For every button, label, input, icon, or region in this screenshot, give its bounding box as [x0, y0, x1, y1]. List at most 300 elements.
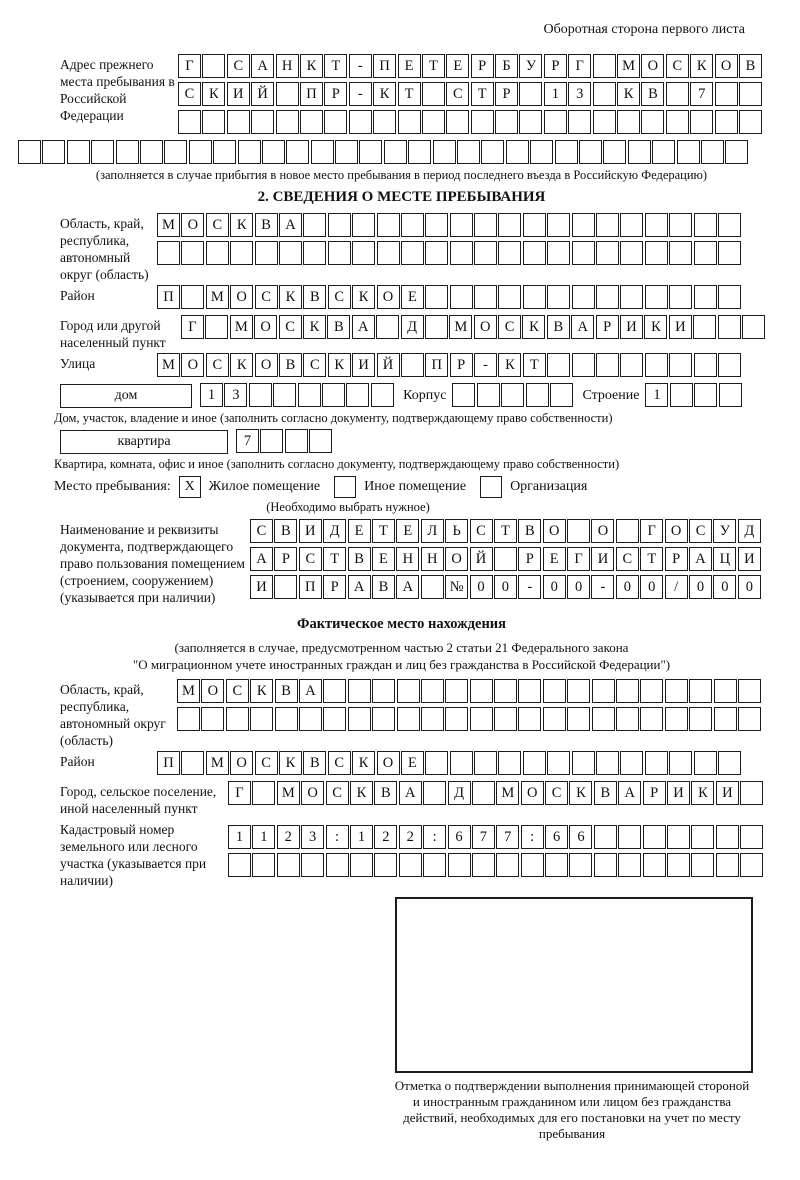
- char-cell[interactable]: [620, 285, 643, 309]
- char-cell[interactable]: [526, 383, 549, 407]
- char-cell[interactable]: В: [518, 519, 541, 543]
- char-cell[interactable]: Й: [470, 547, 493, 571]
- checkbox-organizatsiya[interactable]: [480, 476, 502, 498]
- char-cell[interactable]: [498, 213, 521, 237]
- char-cell[interactable]: [177, 707, 200, 731]
- char-cell[interactable]: [384, 140, 407, 164]
- char-cell[interactable]: 0: [470, 575, 493, 599]
- char-cell[interactable]: О: [181, 213, 204, 237]
- char-cell[interactable]: [596, 213, 619, 237]
- char-cell[interactable]: [408, 140, 431, 164]
- char-cell[interactable]: Г: [178, 54, 201, 78]
- char-cell[interactable]: [425, 751, 448, 775]
- char-cell[interactable]: [594, 825, 617, 849]
- char-cell[interactable]: [718, 213, 741, 237]
- char-cell[interactable]: [346, 383, 369, 407]
- char-cell[interactable]: О: [230, 285, 253, 309]
- char-cell[interactable]: К: [279, 285, 302, 309]
- char-cell[interactable]: М: [177, 679, 200, 703]
- char-cell[interactable]: [691, 825, 714, 849]
- char-cell[interactable]: [567, 707, 590, 731]
- char-cell[interactable]: Р: [665, 547, 688, 571]
- char-cell[interactable]: [481, 140, 504, 164]
- char-cell[interactable]: 3: [224, 383, 247, 407]
- char-cell[interactable]: [474, 213, 497, 237]
- char-cell[interactable]: [286, 140, 309, 164]
- char-cell[interactable]: [715, 82, 738, 106]
- char-cell[interactable]: [718, 353, 741, 377]
- char-cell[interactable]: [666, 82, 689, 106]
- char-cell[interactable]: [397, 679, 420, 703]
- char-cell[interactable]: А: [348, 575, 371, 599]
- char-cell[interactable]: [742, 315, 765, 339]
- char-cell[interactable]: М: [449, 315, 472, 339]
- char-cell[interactable]: [543, 679, 566, 703]
- char-cell[interactable]: [423, 853, 446, 877]
- char-cell[interactable]: [547, 751, 570, 775]
- char-cell[interactable]: Т: [640, 547, 663, 571]
- char-cell[interactable]: [596, 751, 619, 775]
- char-cell[interactable]: К: [617, 82, 640, 106]
- char-cell[interactable]: -: [591, 575, 614, 599]
- char-cell[interactable]: Т: [523, 353, 546, 377]
- char-cell[interactable]: [523, 751, 546, 775]
- char-cell[interactable]: [694, 751, 717, 775]
- char-cell[interactable]: О: [377, 751, 400, 775]
- char-cell[interactable]: [206, 241, 229, 265]
- char-cell[interactable]: [640, 679, 663, 703]
- char-cell[interactable]: [238, 140, 261, 164]
- char-cell[interactable]: [178, 110, 201, 134]
- char-cell[interactable]: [641, 110, 664, 134]
- char-cell[interactable]: А: [618, 781, 641, 805]
- char-cell[interactable]: [550, 383, 573, 407]
- char-cell[interactable]: [544, 110, 567, 134]
- char-cell[interactable]: [276, 82, 299, 106]
- char-cell[interactable]: Е: [348, 519, 371, 543]
- char-cell[interactable]: Г: [568, 54, 591, 78]
- char-cell[interactable]: [572, 241, 595, 265]
- char-cell[interactable]: А: [399, 781, 422, 805]
- char-cell[interactable]: [116, 140, 139, 164]
- char-cell[interactable]: 2: [277, 825, 300, 849]
- char-cell[interactable]: [616, 679, 639, 703]
- char-cell[interactable]: [716, 825, 739, 849]
- char-cell[interactable]: С: [328, 285, 351, 309]
- char-cell[interactable]: [596, 353, 619, 377]
- char-cell[interactable]: О: [377, 285, 400, 309]
- char-cell[interactable]: [352, 213, 375, 237]
- char-cell[interactable]: [398, 110, 421, 134]
- char-cell[interactable]: Е: [446, 54, 469, 78]
- char-cell[interactable]: [495, 110, 518, 134]
- char-cell[interactable]: У: [713, 519, 736, 543]
- char-cell[interactable]: М: [230, 315, 253, 339]
- char-cell[interactable]: И: [250, 575, 273, 599]
- char-cell[interactable]: [547, 213, 570, 237]
- char-cell[interactable]: И: [669, 315, 692, 339]
- char-cell[interactable]: Е: [401, 751, 424, 775]
- char-cell[interactable]: [425, 285, 448, 309]
- char-cell[interactable]: С: [255, 285, 278, 309]
- char-cell[interactable]: В: [303, 285, 326, 309]
- char-cell[interactable]: [618, 825, 641, 849]
- char-cell[interactable]: Д: [401, 315, 424, 339]
- char-cell[interactable]: [701, 140, 724, 164]
- char-cell[interactable]: [422, 82, 445, 106]
- char-cell[interactable]: М: [157, 353, 180, 377]
- checkbox-zhiloe-pomeshchenie[interactable]: X: [179, 476, 201, 498]
- char-cell[interactable]: [523, 213, 546, 237]
- char-cell[interactable]: С: [227, 54, 250, 78]
- char-cell[interactable]: [519, 82, 542, 106]
- char-cell[interactable]: Т: [422, 54, 445, 78]
- char-cell[interactable]: [667, 825, 690, 849]
- char-cell[interactable]: [506, 140, 529, 164]
- char-cell[interactable]: [205, 315, 228, 339]
- char-cell[interactable]: К: [569, 781, 592, 805]
- char-cell[interactable]: С: [250, 519, 273, 543]
- char-cell[interactable]: [397, 707, 420, 731]
- char-cell[interactable]: [592, 707, 615, 731]
- char-cell[interactable]: [689, 707, 712, 731]
- char-cell[interactable]: [669, 213, 692, 237]
- char-cell[interactable]: [740, 825, 763, 849]
- char-cell[interactable]: Б: [495, 54, 518, 78]
- char-cell[interactable]: [618, 853, 641, 877]
- char-cell[interactable]: [189, 140, 212, 164]
- char-cell[interactable]: Д: [738, 519, 761, 543]
- char-cell[interactable]: [518, 679, 541, 703]
- char-cell[interactable]: К: [690, 54, 713, 78]
- char-cell[interactable]: 0: [738, 575, 761, 599]
- char-cell[interactable]: [738, 679, 761, 703]
- char-cell[interactable]: [694, 213, 717, 237]
- char-cell[interactable]: 1: [544, 82, 567, 106]
- char-cell[interactable]: О: [255, 353, 278, 377]
- char-cell[interactable]: [620, 751, 643, 775]
- char-cell[interactable]: [572, 213, 595, 237]
- char-cell[interactable]: М: [617, 54, 640, 78]
- char-cell[interactable]: О: [715, 54, 738, 78]
- char-cell[interactable]: [667, 853, 690, 877]
- char-cell[interactable]: Р: [450, 353, 473, 377]
- char-cell[interactable]: И: [299, 519, 322, 543]
- char-cell[interactable]: [617, 110, 640, 134]
- char-cell[interactable]: Г: [181, 315, 204, 339]
- char-cell[interactable]: [716, 853, 739, 877]
- char-cell[interactable]: [645, 751, 668, 775]
- char-cell[interactable]: [640, 707, 663, 731]
- char-cell[interactable]: [323, 679, 346, 703]
- char-cell[interactable]: [328, 241, 351, 265]
- char-cell[interactable]: [694, 241, 717, 265]
- char-cell[interactable]: С: [206, 213, 229, 237]
- char-cell[interactable]: О: [543, 519, 566, 543]
- char-cell[interactable]: [694, 285, 717, 309]
- char-cell[interactable]: [477, 383, 500, 407]
- char-cell[interactable]: И: [738, 547, 761, 571]
- char-cell[interactable]: [547, 241, 570, 265]
- char-cell[interactable]: [498, 285, 521, 309]
- char-cell[interactable]: [474, 751, 497, 775]
- char-cell[interactable]: [470, 679, 493, 703]
- char-cell[interactable]: [450, 241, 473, 265]
- char-cell[interactable]: [300, 110, 323, 134]
- char-cell[interactable]: Л: [421, 519, 444, 543]
- char-cell[interactable]: [277, 853, 300, 877]
- char-cell[interactable]: Н: [396, 547, 419, 571]
- char-cell[interactable]: [202, 54, 225, 78]
- char-cell[interactable]: [620, 241, 643, 265]
- char-cell[interactable]: [519, 110, 542, 134]
- char-cell[interactable]: А: [279, 213, 302, 237]
- char-cell[interactable]: [547, 353, 570, 377]
- char-cell[interactable]: [376, 315, 399, 339]
- char-cell[interactable]: [628, 140, 651, 164]
- char-cell[interactable]: Е: [543, 547, 566, 571]
- char-cell[interactable]: [693, 315, 716, 339]
- char-cell[interactable]: [593, 110, 616, 134]
- char-cell[interactable]: [274, 575, 297, 599]
- char-cell[interactable]: [252, 781, 275, 805]
- char-cell[interactable]: [572, 285, 595, 309]
- char-cell[interactable]: [523, 285, 546, 309]
- char-cell[interactable]: [303, 241, 326, 265]
- char-cell[interactable]: [498, 241, 521, 265]
- char-cell[interactable]: [739, 110, 762, 134]
- char-cell[interactable]: [335, 140, 358, 164]
- char-cell[interactable]: В: [739, 54, 762, 78]
- char-cell[interactable]: Р: [324, 82, 347, 106]
- char-cell[interactable]: 0: [543, 575, 566, 599]
- char-cell[interactable]: -: [349, 54, 372, 78]
- char-cell[interactable]: О: [445, 547, 468, 571]
- char-cell[interactable]: [718, 315, 741, 339]
- char-cell[interactable]: [740, 781, 763, 805]
- char-cell[interactable]: [718, 285, 741, 309]
- char-cell[interactable]: [471, 110, 494, 134]
- char-cell[interactable]: [521, 853, 544, 877]
- char-cell[interactable]: 7: [472, 825, 495, 849]
- char-cell[interactable]: [352, 241, 375, 265]
- char-cell[interactable]: [228, 853, 251, 877]
- char-cell[interactable]: Е: [398, 54, 421, 78]
- char-cell[interactable]: [252, 853, 275, 877]
- char-cell[interactable]: [596, 241, 619, 265]
- char-cell[interactable]: [433, 140, 456, 164]
- char-cell[interactable]: С: [226, 679, 249, 703]
- char-cell[interactable]: [299, 707, 322, 731]
- char-cell[interactable]: [572, 751, 595, 775]
- char-cell[interactable]: [694, 383, 717, 407]
- char-cell[interactable]: О: [230, 751, 253, 775]
- char-cell[interactable]: [374, 853, 397, 877]
- char-cell[interactable]: [643, 853, 666, 877]
- char-cell[interactable]: [311, 140, 334, 164]
- char-cell[interactable]: [496, 853, 519, 877]
- char-cell[interactable]: [645, 213, 668, 237]
- char-cell[interactable]: [567, 519, 590, 543]
- char-cell[interactable]: [91, 140, 114, 164]
- char-cell[interactable]: [567, 679, 590, 703]
- char-cell[interactable]: 7: [496, 825, 519, 849]
- char-cell[interactable]: [309, 429, 332, 453]
- char-cell[interactable]: А: [250, 547, 273, 571]
- char-cell[interactable]: [643, 825, 666, 849]
- char-cell[interactable]: [377, 213, 400, 237]
- char-cell[interactable]: [715, 110, 738, 134]
- char-cell[interactable]: [349, 110, 372, 134]
- char-cell[interactable]: Т: [324, 54, 347, 78]
- char-cell[interactable]: А: [689, 547, 712, 571]
- char-cell[interactable]: В: [274, 519, 297, 543]
- char-cell[interactable]: 1: [350, 825, 373, 849]
- char-cell[interactable]: Т: [372, 519, 395, 543]
- char-cell[interactable]: [719, 383, 742, 407]
- char-cell[interactable]: С: [303, 353, 326, 377]
- char-cell[interactable]: [740, 853, 763, 877]
- char-cell[interactable]: 0: [640, 575, 663, 599]
- char-cell[interactable]: 1: [228, 825, 251, 849]
- char-cell[interactable]: 3: [568, 82, 591, 106]
- char-cell[interactable]: [67, 140, 90, 164]
- char-cell[interactable]: А: [251, 54, 274, 78]
- char-cell[interactable]: [569, 853, 592, 877]
- char-cell[interactable]: [714, 679, 737, 703]
- char-cell[interactable]: [472, 853, 495, 877]
- char-cell[interactable]: [593, 54, 616, 78]
- char-cell[interactable]: [474, 241, 497, 265]
- char-cell[interactable]: Е: [372, 547, 395, 571]
- char-cell[interactable]: И: [620, 315, 643, 339]
- char-cell[interactable]: И: [716, 781, 739, 805]
- char-cell[interactable]: К: [691, 781, 714, 805]
- char-cell[interactable]: С: [328, 751, 351, 775]
- char-cell[interactable]: :: [521, 825, 544, 849]
- char-cell[interactable]: И: [227, 82, 250, 106]
- char-cell[interactable]: С: [255, 751, 278, 775]
- char-cell[interactable]: [518, 707, 541, 731]
- char-cell[interactable]: [543, 707, 566, 731]
- char-cell[interactable]: [596, 285, 619, 309]
- char-cell[interactable]: К: [300, 54, 323, 78]
- char-cell[interactable]: [652, 140, 675, 164]
- char-cell[interactable]: 7: [690, 82, 713, 106]
- char-cell[interactable]: [718, 241, 741, 265]
- char-cell[interactable]: [677, 140, 700, 164]
- char-cell[interactable]: [201, 707, 224, 731]
- char-cell[interactable]: И: [591, 547, 614, 571]
- char-cell[interactable]: С: [446, 82, 469, 106]
- char-cell[interactable]: [230, 241, 253, 265]
- char-cell[interactable]: М: [157, 213, 180, 237]
- char-cell[interactable]: Ц: [713, 547, 736, 571]
- checkbox-inoe-pomeshchenie[interactable]: [334, 476, 356, 498]
- char-cell[interactable]: [457, 140, 480, 164]
- char-cell[interactable]: [371, 383, 394, 407]
- char-cell[interactable]: [273, 383, 296, 407]
- char-cell[interactable]: [18, 140, 41, 164]
- char-cell[interactable]: О: [641, 54, 664, 78]
- char-cell[interactable]: [348, 679, 371, 703]
- char-cell[interactable]: 0: [689, 575, 712, 599]
- char-cell[interactable]: С: [470, 519, 493, 543]
- char-cell[interactable]: [164, 140, 187, 164]
- char-cell[interactable]: [523, 241, 546, 265]
- char-cell[interactable]: Г: [640, 519, 663, 543]
- char-cell[interactable]: [690, 110, 713, 134]
- char-cell[interactable]: К: [352, 285, 375, 309]
- char-cell[interactable]: [202, 110, 225, 134]
- char-cell[interactable]: В: [374, 781, 397, 805]
- char-cell[interactable]: [494, 679, 517, 703]
- char-cell[interactable]: [326, 853, 349, 877]
- char-cell[interactable]: М: [277, 781, 300, 805]
- char-cell[interactable]: [373, 110, 396, 134]
- char-cell[interactable]: 0: [616, 575, 639, 599]
- char-cell[interactable]: [275, 707, 298, 731]
- char-cell[interactable]: К: [303, 315, 326, 339]
- char-cell[interactable]: 1: [645, 383, 668, 407]
- char-cell[interactable]: [140, 140, 163, 164]
- char-cell[interactable]: [285, 429, 308, 453]
- char-cell[interactable]: [568, 110, 591, 134]
- char-cell[interactable]: Р: [596, 315, 619, 339]
- char-cell[interactable]: [298, 383, 321, 407]
- char-cell[interactable]: О: [474, 315, 497, 339]
- char-cell[interactable]: Ь: [445, 519, 468, 543]
- char-cell[interactable]: [448, 853, 471, 877]
- char-cell[interactable]: [665, 679, 688, 703]
- char-cell[interactable]: [262, 140, 285, 164]
- char-cell[interactable]: [593, 82, 616, 106]
- char-cell[interactable]: [421, 707, 444, 731]
- char-cell[interactable]: К: [352, 751, 375, 775]
- char-cell[interactable]: 0: [713, 575, 736, 599]
- char-cell[interactable]: 1: [200, 383, 223, 407]
- char-cell[interactable]: [226, 707, 249, 731]
- char-cell[interactable]: А: [571, 315, 594, 339]
- char-cell[interactable]: [689, 679, 712, 703]
- char-cell[interactable]: [350, 853, 373, 877]
- char-cell[interactable]: П: [373, 54, 396, 78]
- char-cell[interactable]: П: [157, 285, 180, 309]
- char-cell[interactable]: К: [250, 679, 273, 703]
- char-cell[interactable]: М: [206, 751, 229, 775]
- char-cell[interactable]: М: [206, 285, 229, 309]
- char-cell[interactable]: [669, 285, 692, 309]
- char-cell[interactable]: 6: [448, 825, 471, 849]
- char-cell[interactable]: Д: [448, 781, 471, 805]
- char-cell[interactable]: И: [352, 353, 375, 377]
- char-cell[interactable]: 6: [569, 825, 592, 849]
- char-cell[interactable]: К: [230, 213, 253, 237]
- char-cell[interactable]: [725, 140, 748, 164]
- char-cell[interactable]: К: [350, 781, 373, 805]
- char-cell[interactable]: [620, 353, 643, 377]
- char-cell[interactable]: 2: [374, 825, 397, 849]
- char-cell[interactable]: [645, 285, 668, 309]
- char-cell[interactable]: С: [666, 54, 689, 78]
- char-cell[interactable]: Р: [495, 82, 518, 106]
- char-cell[interactable]: [401, 241, 424, 265]
- char-cell[interactable]: В: [594, 781, 617, 805]
- char-cell[interactable]: П: [157, 751, 180, 775]
- char-cell[interactable]: [425, 213, 448, 237]
- char-cell[interactable]: [250, 707, 273, 731]
- char-cell[interactable]: К: [373, 82, 396, 106]
